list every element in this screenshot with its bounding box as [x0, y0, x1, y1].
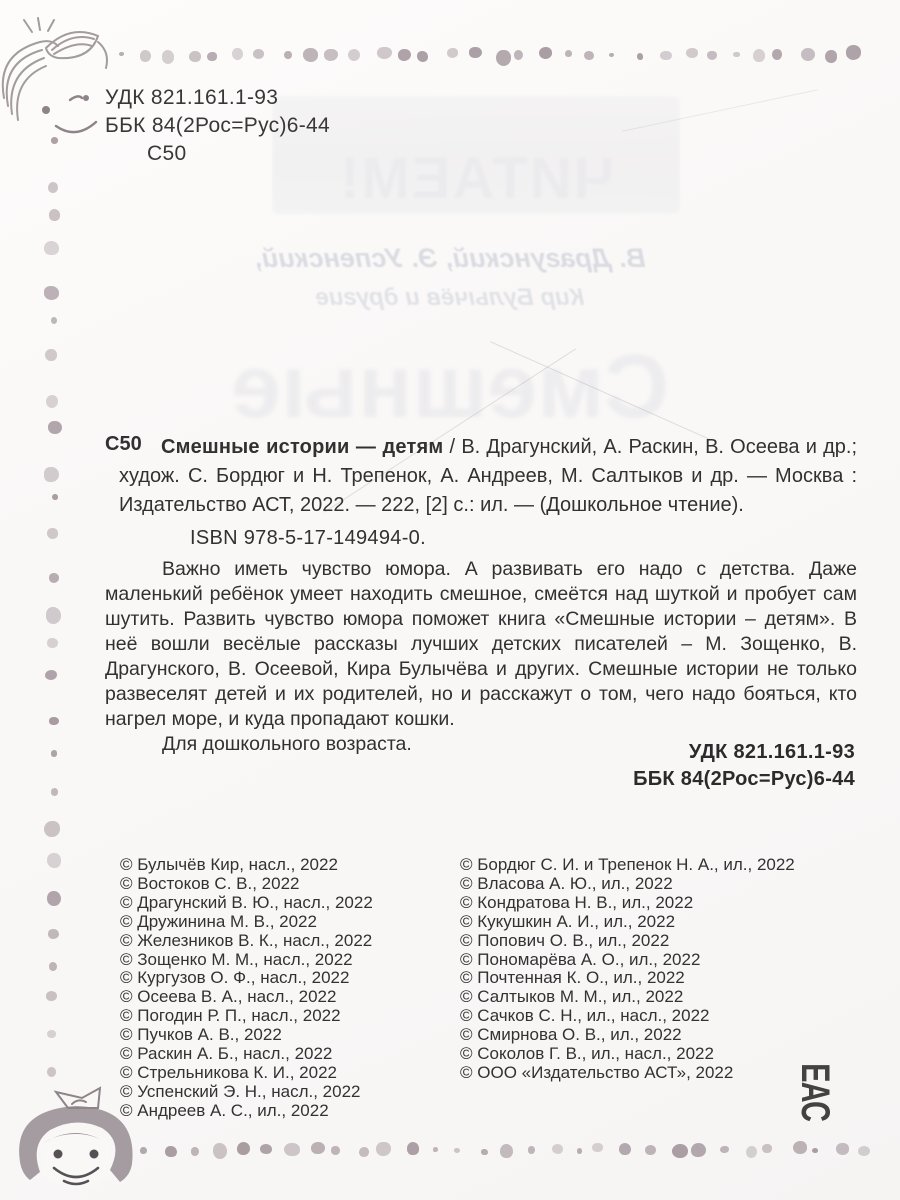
bbk-code-right: ББК 84(2Рос=Рус)6-44 — [633, 768, 855, 790]
showthrough-series-logo — [272, 96, 680, 214]
border-dot — [324, 49, 339, 61]
classification-codes-right — [633, 739, 855, 793]
dotted-border-left — [41, 134, 65, 1096]
border-dot — [552, 1144, 563, 1154]
author-sign-code: С50 — [147, 142, 187, 165]
border-dot — [253, 49, 264, 59]
border-dot — [433, 1147, 438, 1152]
border-dot — [407, 1142, 419, 1155]
border-dot — [846, 45, 862, 60]
border-dot — [565, 50, 572, 57]
eac-text: ЕАС — [793, 1063, 837, 1121]
border-dot — [793, 1141, 807, 1154]
border-dot — [746, 1146, 757, 1158]
border-dot — [707, 51, 717, 60]
copyright-item: © Почтенная К. О., ил., 2022 — [460, 968, 685, 988]
border-dot — [454, 1148, 460, 1153]
border-dot — [44, 821, 60, 837]
border-dot — [311, 1142, 325, 1154]
copyright-item: © ООО «Издательство АСТ», 2022 — [460, 1062, 734, 1082]
border-dot — [191, 1147, 199, 1156]
border-dot — [660, 51, 672, 61]
isbn: ISBN 978-5-17-149494-0. — [190, 527, 426, 549]
border-dot — [213, 1143, 227, 1158]
copyright-item: © Кондратова Н. В., ил., 2022 — [460, 892, 694, 912]
dotted-border-top — [110, 44, 866, 66]
border-dot — [825, 50, 837, 63]
copyright-item: © Пучков А. В., 2022 — [120, 1025, 282, 1045]
copyright-item: © Смирнова О. В., ил., 2022 — [460, 1025, 682, 1045]
copyright-item: © Востоков С. В., 2022 — [120, 873, 300, 893]
copyright-item: © Успенский Э. Н., насл., 2022 — [120, 1081, 361, 1101]
copyright-item: © Дружинина М. В., 2022 — [120, 911, 317, 931]
border-dot — [47, 891, 61, 906]
copyright-item: © Осеева В. А., насл., 2022 — [120, 987, 337, 1007]
copyright-column-right — [460, 856, 795, 1083]
border-dot — [48, 929, 59, 939]
bbk-code: ББК 84(2Рос=Рус)6-44 — [105, 114, 330, 137]
border-dot — [686, 48, 698, 58]
border-dot — [49, 209, 60, 221]
border-dot — [207, 52, 217, 62]
border-dot — [49, 573, 59, 583]
showthrough-logo-text: ЧИТАЕМ! — [337, 146, 615, 211]
annotation-paragraph: Важно иметь чувство юмора. А развивать его надо с детства. Даже маленький ребёнок умеет находить смешное, смеётся над шуткой и пробует сам шутить. Развить чувство юмора поможет книга «Смешные истории – детям». В неё вошли весёлые рассказы лучших детских писателей – М. Зощенко, В. Драгунского, В. Осеевой, Кира Булычёва и других. Смешные истории не только развеселят детей и их родителей, но и расскажут о том, чего надо бояться, кто нагрел море, и куда пропадают кошки. — [105, 558, 857, 730]
border-dot — [52, 494, 58, 500]
eac-conformity-mark — [795, 1047, 835, 1137]
border-dot — [47, 853, 61, 868]
border-dot — [162, 50, 175, 63]
border-dot — [500, 1144, 513, 1158]
book-title: Смешные истории — детям — [161, 436, 444, 458]
age-note: Для дошкольного возраста. — [162, 733, 412, 755]
copyright-item: © Кукушкин А. И., ил., 2022 — [460, 911, 676, 931]
border-dot — [672, 1144, 688, 1158]
bib-label: С50 — [105, 433, 142, 455]
border-dot — [645, 1145, 656, 1155]
border-dot — [260, 1144, 272, 1154]
border-dot — [836, 1143, 849, 1155]
border-dot — [49, 717, 58, 725]
annotation — [105, 557, 857, 757]
border-dot — [46, 607, 62, 624]
showthrough-authors: В. Драгунский, Э. Успенский, — [254, 243, 646, 273]
border-dot — [801, 48, 815, 61]
border-dot — [447, 48, 458, 58]
copyright-column-left — [120, 856, 450, 1121]
classification-codes-top — [105, 84, 330, 168]
border-dot — [637, 53, 643, 59]
border-dot — [46, 395, 58, 408]
showthrough-authors-2: Кир Булычёв и другие — [315, 284, 585, 311]
copyright-item: © Власова А. Ю., ил., 2022 — [460, 873, 673, 893]
copyright-item: © Зощенко М. М., насл., 2022 — [120, 949, 353, 969]
border-dot — [189, 51, 200, 62]
showthrough-title: Смешные — [231, 337, 669, 437]
border-dot — [284, 1143, 299, 1156]
border-dot — [359, 1147, 369, 1157]
border-dot — [753, 49, 765, 63]
border-dot — [284, 51, 292, 59]
girl-sketch-top — [0, 14, 120, 144]
copyright-item: © Соколов Г. В., ил., насл., 2022 — [460, 1044, 714, 1064]
copyright-item: © Железников В. К., насл., 2022 — [120, 930, 373, 950]
copyright-item: © Погодин Р. П., насл., 2022 — [120, 1006, 341, 1026]
border-dot — [45, 670, 57, 680]
border-dot — [496, 50, 511, 66]
border-dot — [47, 1067, 56, 1077]
border-dot — [398, 49, 411, 61]
border-dot — [376, 1142, 390, 1157]
border-dot — [858, 1146, 870, 1156]
border-dot — [237, 1142, 250, 1155]
dotted-border-bottom — [134, 1138, 882, 1162]
border-dot — [762, 1144, 772, 1153]
border-dot — [165, 1146, 177, 1158]
border-dot — [772, 49, 782, 59]
border-dot — [592, 1143, 602, 1152]
border-dot — [584, 51, 594, 61]
border-dot — [46, 991, 57, 1001]
border-dot — [45, 349, 57, 361]
border-dot — [481, 1149, 488, 1156]
copyright-item: © Сачков С. Н., ил., насл., 2022 — [460, 1006, 710, 1026]
udk-code-right: УДК 821.161.1-93 — [688, 741, 855, 763]
border-dot — [44, 467, 59, 483]
copyright-item: © Драгунский В. Ю., насл., 2022 — [120, 892, 373, 912]
bibliographic-record — [105, 433, 857, 520]
border-dot — [51, 788, 59, 796]
border-dot — [303, 48, 318, 62]
copyright-item: © Пономарёва А. О., ил., 2022 — [460, 949, 701, 969]
border-dot — [140, 50, 151, 62]
copyright-item: © Андреев А. С., ил., 2022 — [120, 1100, 329, 1120]
border-dot — [619, 1143, 631, 1156]
border-dot — [47, 1030, 56, 1038]
border-dot — [51, 750, 58, 756]
bib-details: / В. Драгунский, А. Раскин, В. Осеева и др.; худож. С. Бордюг и Н. Трепенок, А. Андреев, М. Салтыков и др. — Москва : Издательство АСТ, 2022. — 222, [2] с.: ил. — (Дошкольное чтение). — [119, 436, 858, 516]
copyright-item: © Кургузов О. Ф., насл., 2022 — [120, 968, 350, 988]
border-dot — [577, 1148, 582, 1154]
border-dot — [44, 286, 59, 299]
border-dot — [528, 1146, 535, 1154]
copyright-item: © Стрельникова К. И., 2022 — [120, 1062, 337, 1082]
border-dot — [377, 47, 392, 59]
border-dot — [417, 51, 427, 61]
copyright-item: © Бордюг С. И. и Трепенок Н. А., ил., 2022 — [460, 855, 795, 874]
border-dot — [47, 638, 58, 647]
border-dot — [51, 317, 57, 324]
border-dot — [539, 47, 552, 59]
copyright-item: © Булычёв Кир, насл., 2022 — [120, 855, 338, 874]
border-dot — [812, 1148, 817, 1153]
copyright-item: © Салтыков М. М., ил., 2022 — [460, 987, 684, 1007]
border-dot — [514, 50, 523, 60]
border-dot — [609, 53, 614, 58]
border-dot — [48, 421, 62, 434]
border-dot — [691, 1143, 706, 1157]
copyright-item: © Раскин А. Б., насл., 2022 — [120, 1044, 333, 1064]
border-dot — [331, 1146, 340, 1155]
border-dot — [733, 52, 740, 58]
border-dot — [44, 241, 59, 255]
border-dot — [48, 182, 58, 193]
border-dot — [49, 962, 57, 971]
border-dot — [469, 47, 482, 58]
border-dot — [232, 48, 243, 60]
udk-code: УДК 821.161.1-93 — [105, 86, 279, 109]
border-dot — [47, 528, 58, 539]
copyright-item: © Попович О. В., ил., 2022 — [460, 930, 670, 950]
border-dot — [348, 49, 360, 61]
bib-text — [119, 433, 857, 520]
border-dot — [720, 1146, 728, 1153]
